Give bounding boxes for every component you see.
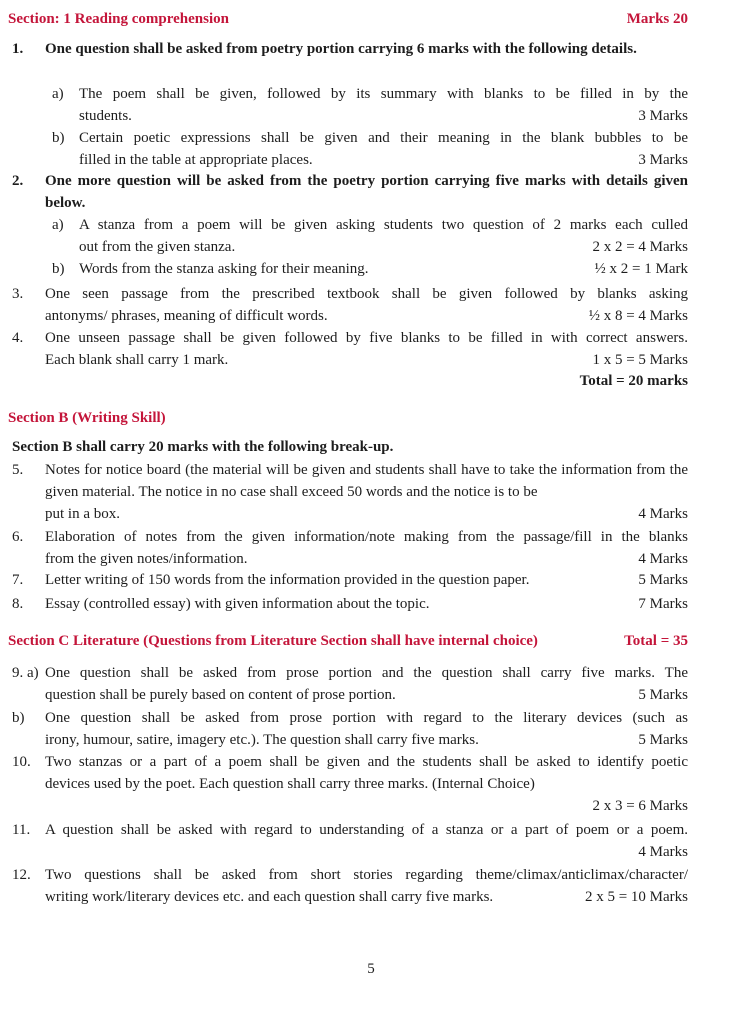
question-9b <box>12 707 688 751</box>
question-2b <box>52 258 688 280</box>
question-text: Two stanzas or a part of a poem shall be given and the students shall be asked to identify poetic <box>45 754 688 770</box>
sub-text-cont: out from the given stanza. <box>79 239 236 255</box>
question-12 <box>12 864 688 908</box>
sub-text: Words from the stanza asking for their meaning. <box>79 261 369 277</box>
sub-text: The poem shall be given, followed by its summary with blanks to be filled in by the <box>79 86 688 102</box>
question-2 <box>12 170 688 214</box>
question-number: 3. <box>12 286 24 302</box>
section-a-heading <box>8 8 688 30</box>
question-text-cont: writing work/literary devices etc. and each question shall carry five marks. <box>45 889 494 905</box>
question-text: Letter writing of 150 words from the information provided in the question paper. <box>45 572 530 588</box>
marks-value: 7 Marks <box>638 596 688 612</box>
question-number: 10. <box>12 754 31 770</box>
question-number: 8. <box>12 596 24 612</box>
section-c-heading <box>8 630 688 652</box>
question-number: 12. <box>12 867 31 883</box>
question-text: One question shall be asked from prose portion with regard to the literary devices (such as <box>45 710 688 726</box>
question-number: 9. a) <box>12 665 39 681</box>
marks-value: 2 x 3 = 6 Marks <box>592 798 688 814</box>
question-text: A question shall be asked with regard to understanding of a stanza or a part of poem or a poem. <box>45 822 688 838</box>
question-number: b) <box>12 710 25 726</box>
section-a-marks: Marks 20 <box>626 11 688 27</box>
question-text: One question shall be asked from prose portion and the question shall carry five marks. The <box>45 665 688 681</box>
question-number: 11. <box>12 822 31 838</box>
question-8 <box>12 593 688 615</box>
question-5 <box>12 459 688 525</box>
question-1a <box>52 83 688 127</box>
question-1b <box>52 127 688 171</box>
section-b-intro: Section B shall carry 20 marks with the following break-up. <box>12 439 394 455</box>
question-text: Two questions shall be asked from short stories regarding theme/climax/anticlimax/character/ <box>45 867 688 883</box>
question-text: One seen passage from the prescribed textbook shall be given followed by blanks asking <box>45 286 688 302</box>
sub-label: b) <box>52 130 65 146</box>
question-text: One more question will be asked from the poetry portion carrying five marks with details given below. <box>45 173 688 211</box>
sub-text-cont: students. <box>79 108 132 124</box>
question-11 <box>12 819 688 863</box>
marks-value: 3 Marks <box>638 108 688 124</box>
marks-value: 2 x 5 = 10 Marks <box>584 889 688 905</box>
question-3 <box>12 283 688 327</box>
marks-value: 5 Marks <box>638 572 688 588</box>
question-text: Notes for notice board (the material will be given and students shall have to take the information from the given material. The notice in no case shall exceed 50 words and the notice is to be <box>45 462 688 500</box>
question-text: One unseen passage shall be given followed by five blanks to be filled in with correct answers. <box>45 330 688 346</box>
marks-value: 3 Marks <box>638 152 688 168</box>
question-text-cont: antonyms/ phrases, meaning of difficult words. <box>45 308 328 324</box>
marks-value: 5 Marks <box>638 687 688 703</box>
marks-value: 4 Marks <box>638 844 688 860</box>
marks-value: 5 Marks <box>638 732 688 748</box>
question-9a <box>12 662 688 706</box>
question-number: 5. <box>12 462 24 478</box>
page-number: 5 <box>367 961 375 977</box>
section-a-total: Total = 20 marks <box>579 373 688 389</box>
marks-value: 1 x 5 = 5 Marks <box>592 352 688 368</box>
question-text: Elaboration of notes from the given information/note making from the passage/fill in the blanks <box>45 529 688 545</box>
question-number: 1. <box>12 41 24 57</box>
question-6 <box>12 526 688 570</box>
sub-text: A stanza from a poem will be given asking students two question of 2 marks each culled <box>79 217 688 233</box>
question-4 <box>12 327 688 371</box>
marks-value: 2 x 2 = 4 Marks <box>592 239 688 255</box>
question-2a <box>52 214 688 258</box>
section-c-title: Section C Literature (Questions from Literature Section shall have internal choice) <box>8 633 538 649</box>
question-number: 6. <box>12 529 24 545</box>
question-number: 7. <box>12 572 24 588</box>
sub-text-cont: filled in the table at appropriate places. <box>79 152 313 168</box>
sub-label: a) <box>52 217 64 233</box>
question-10 <box>12 751 688 817</box>
marks-value: 4 Marks <box>638 506 688 522</box>
question-number: 2. <box>12 173 24 189</box>
section-b-heading <box>8 407 688 429</box>
question-7 <box>12 569 688 591</box>
question-text-cont: Each blank shall carry 1 mark. <box>45 352 229 368</box>
question-text-cont: irony, humour, satire, imagery etc.). The question shall carry five marks. <box>45 732 479 748</box>
marks-value: ½ x 2 = 1 Mark <box>594 261 688 277</box>
question-number: 4. <box>12 330 24 346</box>
question-1 <box>12 38 688 60</box>
section-c-total: Total = 35 <box>624 633 688 649</box>
sub-label: b) <box>52 261 65 277</box>
sub-text: Certain poetic expressions shall be given and their meaning in the blank bubbles to be <box>79 130 688 146</box>
question-text-cont: put in a box. <box>45 506 120 522</box>
question-text: One question shall be asked from poetry portion carrying 6 marks with the following details. <box>45 41 637 57</box>
sub-label: a) <box>52 86 64 102</box>
question-text: Essay (controlled essay) with given information about the topic. <box>45 596 430 612</box>
section-b-title: Section B (Writing Skill) <box>8 410 166 426</box>
question-text-cont: question shall be purely based on content of prose portion. <box>45 687 396 703</box>
question-text-cont: devices used by the poet. Each question shall carry three marks. (Internal Choice) <box>45 776 535 792</box>
marks-value: 4 Marks <box>638 551 688 567</box>
question-text-cont: from the given notes/information. <box>45 551 248 567</box>
section-a-title: Section: 1 Reading comprehension <box>8 11 229 27</box>
marks-value: ½ x 8 = 4 Marks <box>588 308 688 324</box>
